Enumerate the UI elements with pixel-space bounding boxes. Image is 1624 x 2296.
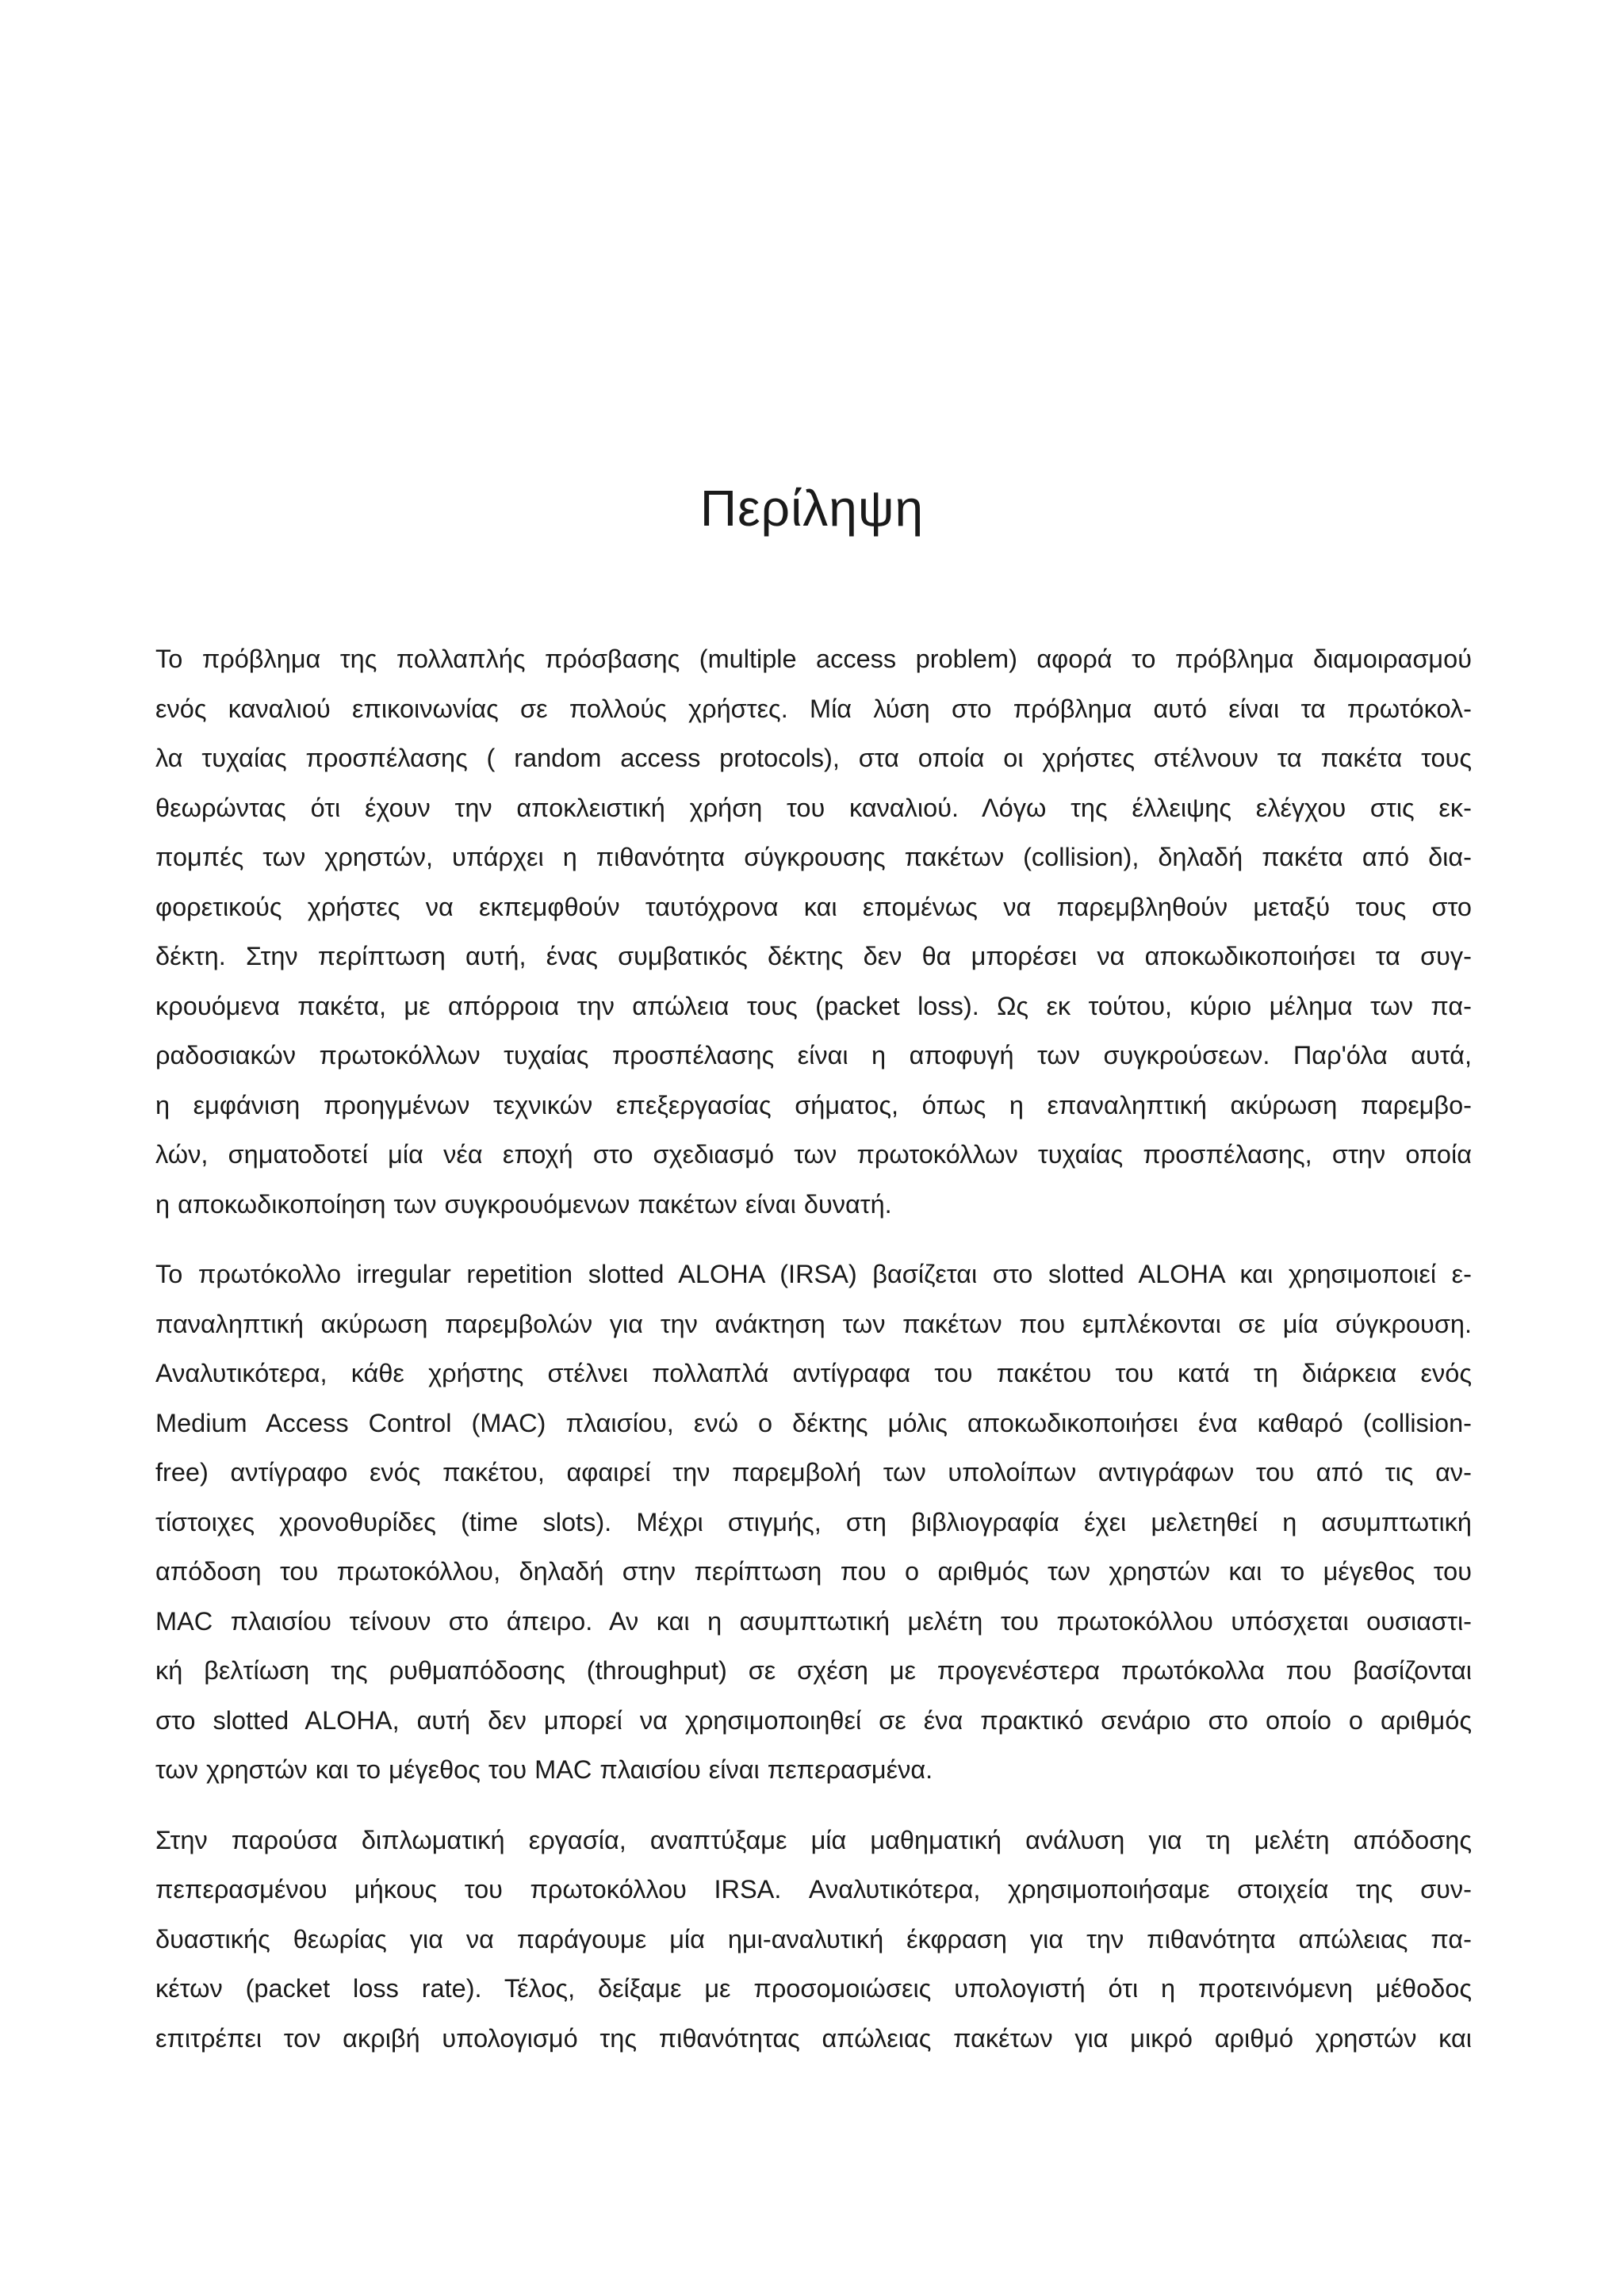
- text-line: πεπερασμένου μήκους του πρωτοκόλλου IRSA. Αναλυτικότερα, χρησιμοποιήσαμε στοιχεία της συν-: [155, 1875, 1472, 1904]
- text-line: δυαστικής θεωρίας για να παράγουμε μία ημι-αναλυτική έκφραση για την πιθανότητα απώλειας πα-: [155, 1924, 1472, 1954]
- text-line: free) αντίγραφο ενός πακέτου, αφαιρεί την παρεμβολή των υπολοίπων αντιγράφων του από τις αν-: [155, 1458, 1472, 1487]
- text-line: των χρηστών και το μέγεθος του MAC πλαισίου είναι πεπερασμένα.: [155, 1755, 933, 1784]
- paragraph: [155, 1249, 1472, 1795]
- paragraph: [155, 1816, 1472, 2064]
- abstract-body: [155, 634, 1472, 2084]
- text-line: Στην παρούσα διπλωματική εργασία, αναπτύξαμε μία μαθηματική ανάλυση για τη μελέτη απόδοσης: [155, 1825, 1472, 1854]
- text-line: στο slotted ALOHA, αυτή δεν μπορεί να χρησιμοποιηθεί σε ένα πρακτικό σενάριο στο οποίο ο αριθμός: [155, 1705, 1472, 1735]
- text-line: πομπές των χρηστών, υπάρχει η πιθανότητα σύγκρουσης πακέτων (collision), δηλαδή πακέτα από δια-: [155, 843, 1472, 871]
- text-line: ενός καναλιού επικοινωνίας σε πολλούς χρήστες. Μία λύση στο πρόβλημα αυτό είναι τα πρωτόκολ-: [155, 694, 1472, 723]
- text-line: Το πρόβλημα της πολλαπλής πρόσβασης (multiple access problem) αφορά το πρόβλημα διαμοιρασμού: [155, 645, 1472, 673]
- text-line: λα τυχαίας προσπέλασης ( random access protocols), στα οποία οι χρήστες στέλνουν τα πακέτα τους: [155, 744, 1472, 772]
- text-line: ραδοσιακών πρωτοκόλλων τυχαίας προσπέλασης είναι η αποφυγή των συγκρούσεων. Παρ'όλα αυτά,: [155, 1041, 1472, 1070]
- text-line: τίστοιχες χρονοθυρίδες (time slots). Μέχρι στιγμής, στη βιβλιογραφία έχει μελετηθεί η ασυμπτωτική: [155, 1507, 1472, 1536]
- text-line: παναληπτική ακύρωση παρεμβολών για την ανάκτηση των πακέτων που εμπλέκονται σε μία σύγκρουση.: [155, 1309, 1472, 1338]
- page-title: Περίληψη: [699, 480, 925, 537]
- text-line: απόδοση του πρωτοκόλλου, δηλαδή στην περίπτωση που ο αριθμός των χρηστών και το μέγεθος του: [155, 1557, 1472, 1586]
- text-line: λών, σηματοδοτεί μία νέα εποχή στο σχεδιασμό των πρωτοκόλλων τυχαίας προσπέλασης, στην οποία: [155, 1140, 1472, 1169]
- text-line: κέτων (packet loss rate). Τέλος, δείξαμε με προσομοιώσεις υπολογιστή ότι η προτεινόμενη μέθοδος: [155, 1974, 1472, 2003]
- text-line: φορετικούς χρήστες να εκπεμφθούν ταυτόχρονα και επομένως να παρεμβληθούν μεταξύ τους στο: [155, 892, 1472, 921]
- text-line: MAC πλαισίου τείνουν στο άπειρο. Αν και η ασυμπτωτική μελέτη του πρωτοκόλλου υπόσχεται ουσιαστι-: [155, 1606, 1472, 1636]
- text-line: επιτρέπει τον ακριβή υπολογισμό της πιθανότητας απώλειας πακέτων για μικρό αριθμό χρηστών και: [155, 2023, 1472, 2053]
- text-line: Αναλυτικότερα, κάθε χρήστης στέλνει πολλαπλά αντίγραφα του πακέτου του κατά τη διάρκεια ενός: [155, 1359, 1472, 1387]
- text-line: η εμφάνιση προηγμένων τεχνικών επεξεργασίας σήματος, όπως η επαναληπτική ακύρωση παρεμβο-: [155, 1090, 1472, 1119]
- text-line: κή βελτίωση της ρυθμαπόδοσης (throughput) σε σχέση με προγενέστερα πρωτόκολλα που βασίζονται: [155, 1656, 1472, 1685]
- text-line: Το πρωτόκολλο irregular repetition slotted ALOHA (IRSA) βασίζεται στο slotted ALOHA και χρησιμοποιεί ε-: [155, 1260, 1472, 1288]
- text-line: θεωρώντας ότι έχουν την αποκλειστική χρήση του καναλιού. Λόγω της έλλειψης ελέγχου στις εκ-: [155, 793, 1472, 822]
- paragraph: [155, 634, 1472, 1229]
- text-line: δέκτη. Στην περίπτωση αυτή, ένας συμβατικός δέκτης δεν θα μπορέσει να αποκωδικοποιήσει τα συγ-: [155, 942, 1472, 970]
- text-line: η αποκωδικοποίηση των συγκρουόμενων πακέτων είναι δυνατή.: [155, 1189, 892, 1219]
- text-line: Medium Access Control (MAC) πλαισίου, ενώ ο δέκτης μόλις αποκωδικοποιήσει ένα καθαρό (collision-: [155, 1408, 1472, 1437]
- text-line: κρουόμενα πακέτα, με απόρροια την απώλεια τους (packet loss). Ως εκ τούτου, κύριο μέλημα των πα-: [155, 991, 1472, 1020]
